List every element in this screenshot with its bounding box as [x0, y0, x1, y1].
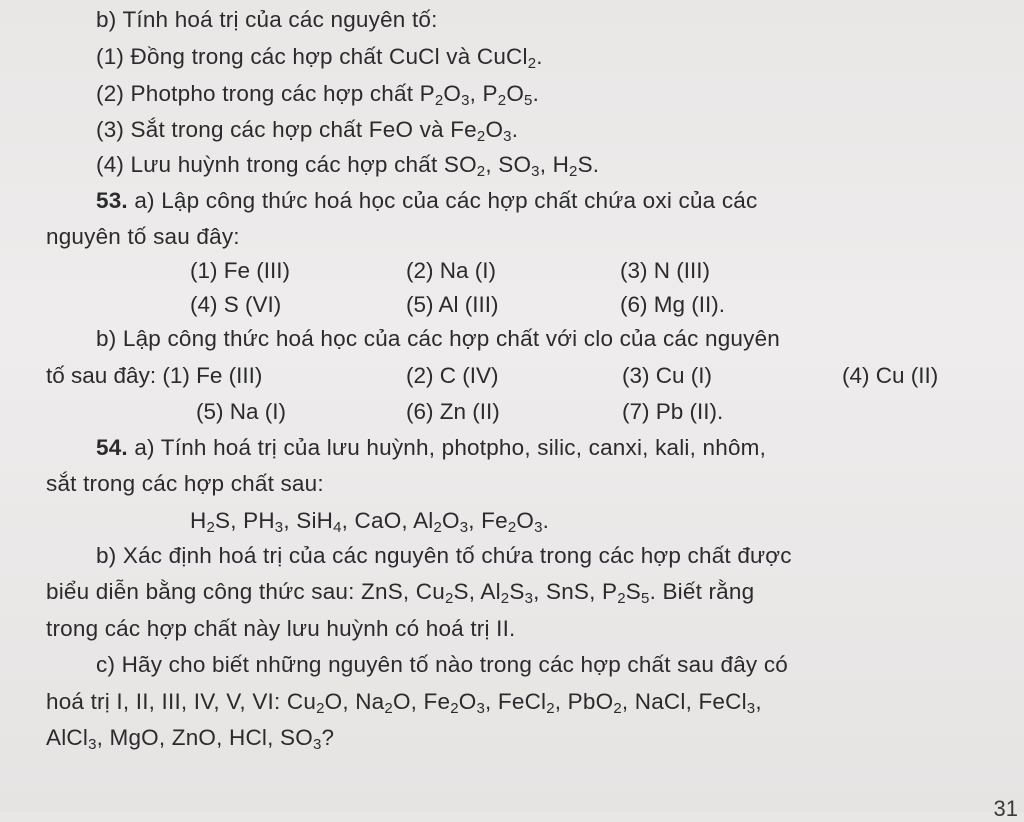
exercise-number: 54. — [96, 435, 128, 460]
ex53-a-item: (6) Mg (II). — [620, 292, 725, 317]
ex54-b-line-2: biểu diễn bằng công thức sau: ZnS, $Cu_2S$, $Al_2S_3$, SnS, $P_2S_5$. Biết rằng — [46, 579, 755, 607]
ex53-b-line-2: tố sau đây: (1) Fe (III) — [46, 363, 263, 388]
ex52-item-3: (3) Sắt trong các hợp chất FeO và $Fe_2O_3$. — [96, 117, 519, 145]
exercise-number: 53. — [96, 188, 128, 213]
ex52-item-1: (1) Đồng trong các hợp chất CuCl và CuCl$_2$. — [96, 44, 543, 72]
ex54-c-line-3: AlCl$_3$, MgO, ZnO, HCl, $SO_3$? — [46, 725, 335, 753]
ex53-b-item: (4) Cu (II) — [842, 363, 939, 388]
ex53-b-item: (7) Pb (II). — [622, 399, 724, 424]
ex53-a-line-2: nguyên tố sau đây: — [46, 224, 240, 249]
ex53-a-item: (3) N (III) — [620, 258, 710, 283]
ex53-b-item: (2) C (IV) — [406, 363, 499, 388]
ex53-a-item: (2) Na (I) — [406, 258, 496, 283]
ex53-b-item: (6) Zn (II) — [406, 399, 500, 424]
ex54-a-line-1: 54. a) Tính hoá trị của lưu huỳnh, photpho, silic, canxi, kali, nhôm, — [96, 435, 767, 460]
ex53-a-item: (1) Fe (III) — [190, 258, 290, 283]
ex54-a-formulas: $H_2S$, $PH_3$, SiH$_4$, CaO, $Al_2O_3$, $Fe_2O_3$. — [190, 508, 550, 536]
ex53-a-item: (5) Al (III) — [406, 292, 499, 317]
ex54-b-line-3: trong các hợp chất này lưu huỳnh có hoá trị II. — [46, 616, 516, 641]
ex53-b-item: (3) Cu (I) — [622, 363, 712, 388]
page-number: 31 — [993, 796, 1018, 821]
ex53-a-line-1: 53. a) Lập công thức hoá học của các hợp chất chứa oxi của các — [96, 188, 758, 213]
ex54-b-line-1: b) Xác định hoá trị của các nguyên tố chứa trong các hợp chất được — [96, 543, 792, 568]
ex52-item-4: (4) Lưu huỳnh trong các hợp chất $SO_2$, $SO_3$, $H_2S$. — [96, 152, 600, 180]
ex53-a-item: (4) S (VI) — [190, 292, 282, 317]
ex54-c-line-1: c) Hãy cho biết những nguyên tố nào trong các hợp chất sau đây có — [96, 652, 788, 677]
ex53-b-line-1: b) Lập công thức hoá học của các hợp chất với clo của các nguyên — [96, 326, 781, 351]
ex52-item-2: (2) Photpho trong các hợp chất $P_2O_3$, $P_2O_5$. — [96, 81, 540, 109]
ex54-a-line-2: sắt trong các hợp chất sau: — [46, 471, 324, 496]
ex54-c-line-2: hoá trị I, II, III, IV, V, VI: $Cu_2O$, $Na_2O$, $Fe_2O_3$, FeCl$_2$, PbO$_2$, NaCl, FeCl$_3$, — [46, 689, 762, 717]
ex53-b-item: (5) Na (I) — [196, 399, 286, 424]
ex52-part-b-heading: b) Tính hoá trị của các nguyên tố: — [96, 7, 438, 32]
